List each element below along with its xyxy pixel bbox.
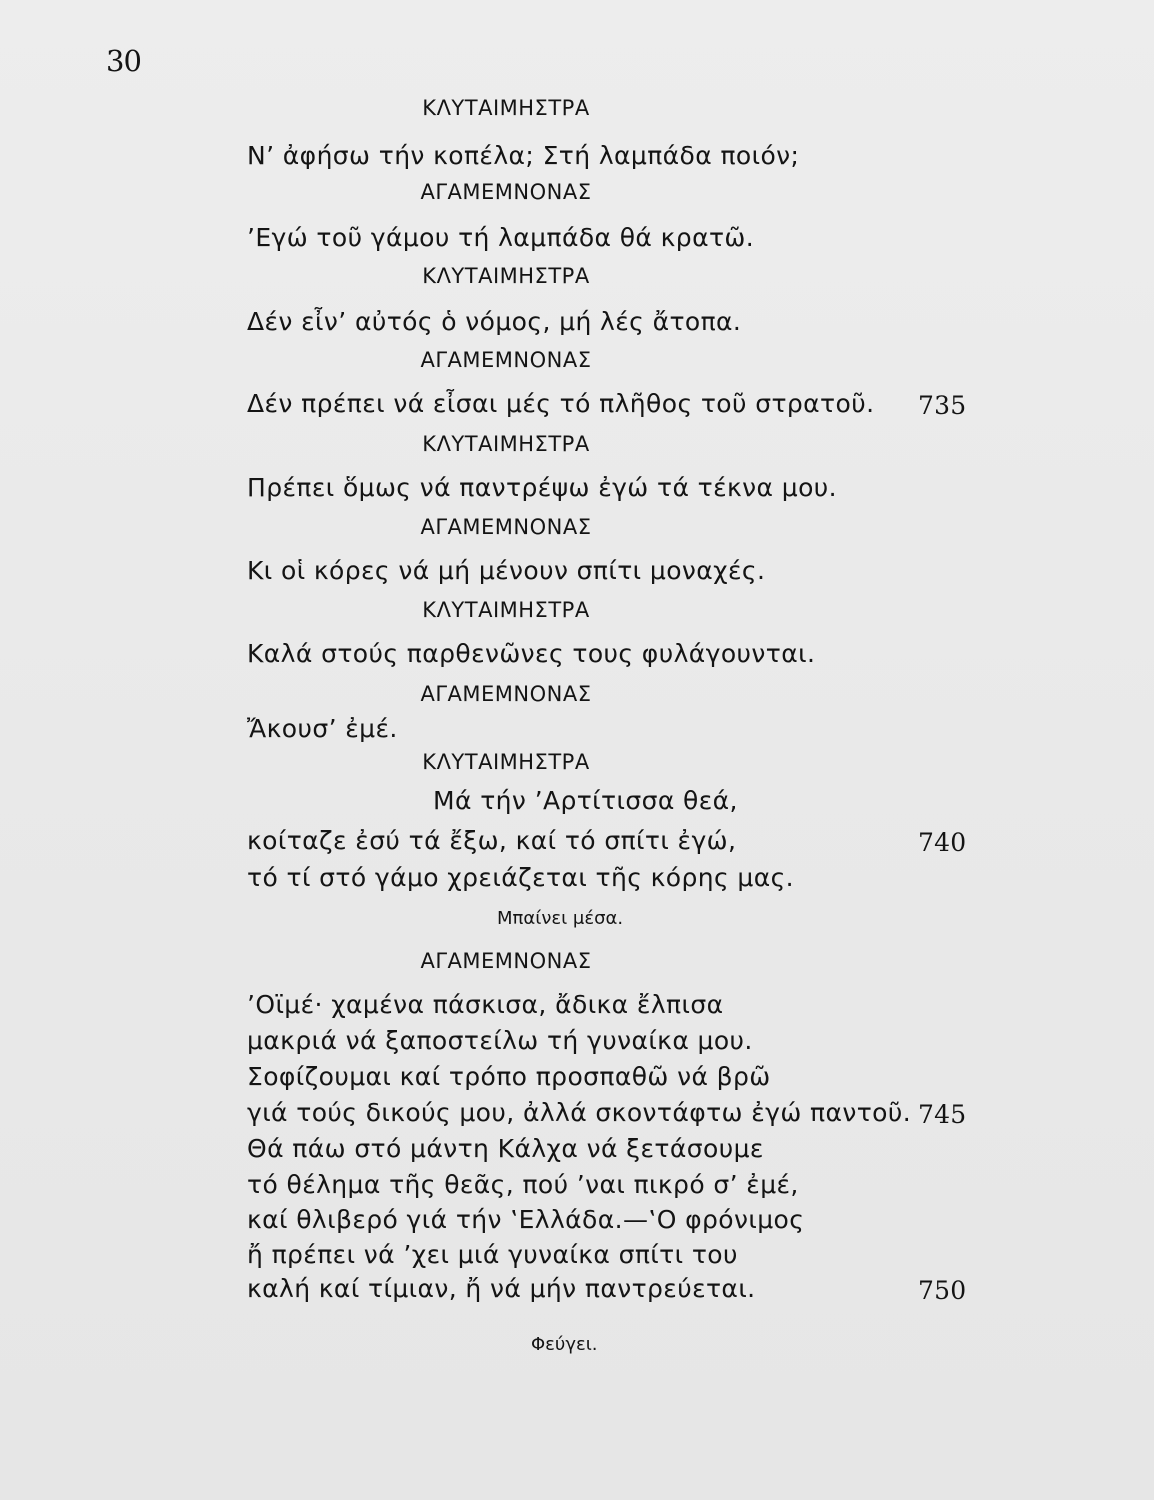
verse-line: μακριά νά ξαποστείλω τή γυναίκα μου. [247, 1026, 753, 1055]
verse-line: Σοφίζουμαι καί τρόπο προσπαθῶ νά βρῶ [247, 1062, 771, 1091]
verse-line: ’Εγώ τοῦ γάμου τή λαμπάδα θά κρατῶ. [247, 223, 755, 252]
speaker-heading: ΑΓΑΜΕΜΝΟΝΑΣ [420, 682, 592, 706]
verse-line: Πρέπει ὅμως νά παντρέψω ἐγώ τά τέκνα μου. [247, 473, 837, 502]
verse-line: καί θλιβερό γιά τήν ‛Ελλάδα.—‛Ο φρόνιμος [247, 1205, 805, 1234]
verse-line: Ἄκουσ’ ἐμέ. [247, 714, 398, 743]
page-number: 30 [106, 44, 141, 78]
speaker-heading: ΑΓΑΜΕΜΝΟΝΑΣ [420, 180, 592, 204]
verse-line: Ν’ ἀφήσω τήν κοπέλα; Στή λαμπάδα ποιόν; [247, 141, 800, 170]
verse-line: Δέν εἶν’ αὐτός ὁ νόμος, μή λές ἄτοπα. [247, 307, 742, 336]
speaker-heading: ΚΛΥΤΑΙΜΗΣΤΡΑ [422, 750, 590, 774]
speaker-heading: ΚΛΥΤΑΙΜΗΣΤΡΑ [422, 598, 590, 622]
verse-line: Μά τήν ’Αρτίτισσα θεά, [433, 786, 738, 815]
verse-line: ’Οϊμέ· χαμένα πάσκισα, ἄδικα ἔλπισα [247, 990, 724, 1019]
verse-line: καλή καί τίμιαν, ἤ νά μήν παντρεύεται. [247, 1274, 756, 1303]
line-number: 740 [918, 828, 967, 857]
verse-line: Θά πάω στό μάντη Κάλχα νά ξετάσουμε [247, 1134, 764, 1163]
stage-direction: Φεύγει. [531, 1334, 598, 1355]
verse-line: τό θέλημα τῆς θεᾶς, πού ’ναι πικρό σ’ ἐμέ, [247, 1170, 799, 1199]
verse-line: Κι οἱ κόρες νά μή μένουν σπίτι μοναχές. [247, 556, 766, 585]
speaker-heading: ΑΓΑΜΕΜΝΟΝΑΣ [420, 348, 592, 372]
verse-line: τό τί στό γάμο χρειάζεται τῆς κόρης μας. [247, 863, 795, 892]
speaker-heading: ΑΓΑΜΕΜΝΟΝΑΣ [420, 949, 592, 973]
verse-line: Καλά στούς παρθενῶνες τους φυλάγουνται. [247, 639, 816, 668]
line-number: 750 [918, 1276, 967, 1305]
verse-line: γιά τούς δικούς μου, ἀλλά σκοντάφτω ἐγώ παντοῦ. [247, 1098, 912, 1127]
speaker-heading: ΚΛΥΤΑΙΜΗΣΤΡΑ [422, 96, 590, 120]
line-number: 735 [918, 391, 967, 420]
speaker-heading: ΑΓΑΜΕΜΝΟΝΑΣ [420, 515, 592, 539]
stage-direction: Μπαίνει μέσα. [497, 908, 624, 929]
line-number: 745 [918, 1100, 967, 1129]
speaker-heading: ΚΛΥΤΑΙΜΗΣΤΡΑ [422, 432, 590, 456]
verse-line: Δέν πρέπει νά εἶσαι μές τό πλῆθος τοῦ στρατοῦ. [247, 389, 875, 418]
speaker-heading: ΚΛΥΤΑΙΜΗΣΤΡΑ [422, 264, 590, 288]
verse-line: κοίταζε ἐσύ τά ἔξω, καί τό σπίτι ἐγώ, [247, 826, 737, 855]
verse-line: ἤ πρέπει νά ’χει μιά γυναίκα σπίτι του [247, 1240, 738, 1269]
